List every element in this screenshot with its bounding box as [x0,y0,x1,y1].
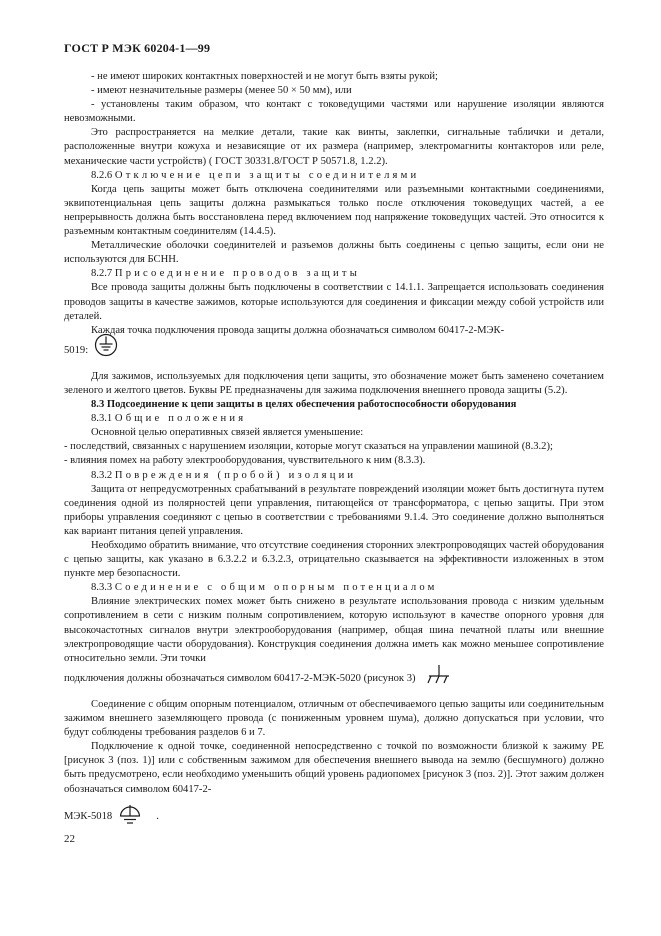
paragraph: Металлические оболочки соединителей и разъемов должны быть соединены с цепью защиты, если они не используются для БСНН. [64,240,604,266]
symbol-line-5018 [64,809,604,825]
frame-ground-icon [426,664,452,686]
paragraph-continuation: . [156,810,159,822]
paragraph: Когда цепь защиты может быть отключена соединителями или разъемными контактными соединениями, эквипотенциальная цепь защиты должна размыкаться только после отключения токоведущих частей, а ее непрерывность должна быть восстановлена перед включением под напряжение токоведущих частей. Это относится к разъемным контактным соединителям (14.4.5). [64,183,604,238]
section-number: 8.2.7 [91,268,113,280]
section-number: 8.3.2 [91,469,113,481]
paragraph: Это распространяется на мелкие детали, такие как винты, заклепки, сигнальные таблички и детали, расположенные внутри кожуха и независящие от их размера (например, электромагниты контакторов или реле, механические части устройств) ( ГОСТ 30331.8/ГОСТ Р 50571.8, 1.2.2). [64,127,604,167]
paragraph: Соединение с общим опорным потенциалом, отличным от обеспечиваемого цепью защиты или соединительным зажимом внешнего заземляющего провода (с пониженным уровнем шума), должно допускаться при условии, что будут соблюдены требования разделов 6 и 7. [64,698,604,739]
document-body [64,70,604,825]
section-heading-8-3-2 [64,469,604,483]
section-heading-8-3-3 [64,581,604,595]
noiseless-earth-icon [118,803,142,825]
symbol-line-5019 [64,344,604,358]
paragraph: - не имеют широких контактных поверхностей и не могут быть взяты рукой; [91,71,438,82]
protective-earth-icon [94,333,118,357]
paragraph: - установлены таким образом, что контакт с токоведущими частями или нарушение изоляции являются невозможными. [64,99,604,125]
paragraph: - влияния помех на работу электрооборудования, чувствительного к ним (8.3.3). [64,455,426,467]
section-title: Отключение цепи защиты соединителями [114,169,420,181]
paragraph-continuation: подключения должны обозначаться символом 60417-2-МЭК-5020 (рисунок 3) [64,672,416,684]
paragraph: Необходимо обратить внимание, что отсутствие соединения сторонних электропроводящих частей оборудования с цепью защиты, как указано в 6.3.2.2 и 6.3.2.3, отрицательно сказывается на эффективности изложенных в этом пункте мер безопасности. [64,540,604,580]
paragraph: Все провода защиты должны быть подключены в соответствии с 14.1.1. Запрещается использовать соединения проводов защиты в качестве зажимов, которые используются для соединения и фиксации между собой устройств или деталей. [64,282,604,322]
section-heading-8-2-7 [64,267,604,281]
paragraph: Подключение к одной точке, соединенной непосредственно с точкой по возможности близкой к зажиму РЕ [рисунок 3 (поз. 1)] или с собственным зажимом для обеспечения внешнего вывода на землю (бесшумного) должно быть предусмотрено, если необходимо уменьшить общий уровень радиопомех [рисунок 3 (поз. 2)]. Этот зажим должен обозначаться символом 60417-2- [64,741,604,795]
section-heading-8-2-6 [64,169,604,183]
section-number: 8.3.1 [91,413,113,425]
section-title: Общие положения [114,413,247,425]
section-title: Повреждения (пробой) изоляции [114,469,357,481]
section-number: 8.2.6 [91,169,113,181]
section-title: Присоединение проводов защиты [114,268,361,280]
document-header: ГОСТ Р МЭК 60204-1—99 [64,41,211,55]
paragraph: Каждая точка подключения провода защиты должна обозначаться символом 60417-2-МЭК- [91,324,505,336]
section-heading-8-3-1 [64,412,604,426]
paragraph: - последствий, связанных с нарушением изоляции, которые могут сказаться на управлении машиной (8.3.2); [64,441,553,453]
paragraph: Защита от непредусмотренных срабатываний в результате повреждений изоляции может быть достигнута путем соединения одной из полярностей цепи управления, питающейся от трансформатора, с цепью защиты. При этом приборы управления соединяют с цепью в соответствии с требованиями 9.1.4. Это соединение должно выполняться как вариант питания цепей управления. [64,483,604,537]
paragraph: Влияние электрических помех может быть снижено в результате использования провода с низким удельным сопротивлением в сети с низким полным сопротивлением, которую используют в качестве опорного уровня для высокочастотных сигналов внутри электрооборудования (например, общая шина печатной платы или внешние электропроводящие части оборудования). Конструкция соединения должна иметь как можно меньшее сопротивление относительно земли. Эти точки [64,596,604,664]
paragraph-continuation: 5019: [64,344,89,356]
section-heading-8-3: 8.3 Подсоединение к цепи защиты в целях обеспечения работоспособности оборудования [91,399,517,411]
paragraph: Для зажимов, используемых для подключения цепи защиты, это обозначение может быть заменено сочетанием зеленого и желтого цветов. Буквы РЕ предназначены для зажима подключения внешнего провода защиты (5.2). [64,370,604,396]
paragraph-continuation: МЭК-5018 [64,810,113,822]
paragraph: - имеют незначительные размеры (менее 50 × 50 мм), или [91,85,352,97]
section-title: Соединение с общим опорным потенциалом [114,582,438,594]
symbol-line-5020 [64,672,604,686]
paragraph: Основной целью оперативных связей является уменьшение: [91,427,364,439]
page-number: 22 [64,833,75,845]
section-number: 8.3.3 [91,582,113,594]
